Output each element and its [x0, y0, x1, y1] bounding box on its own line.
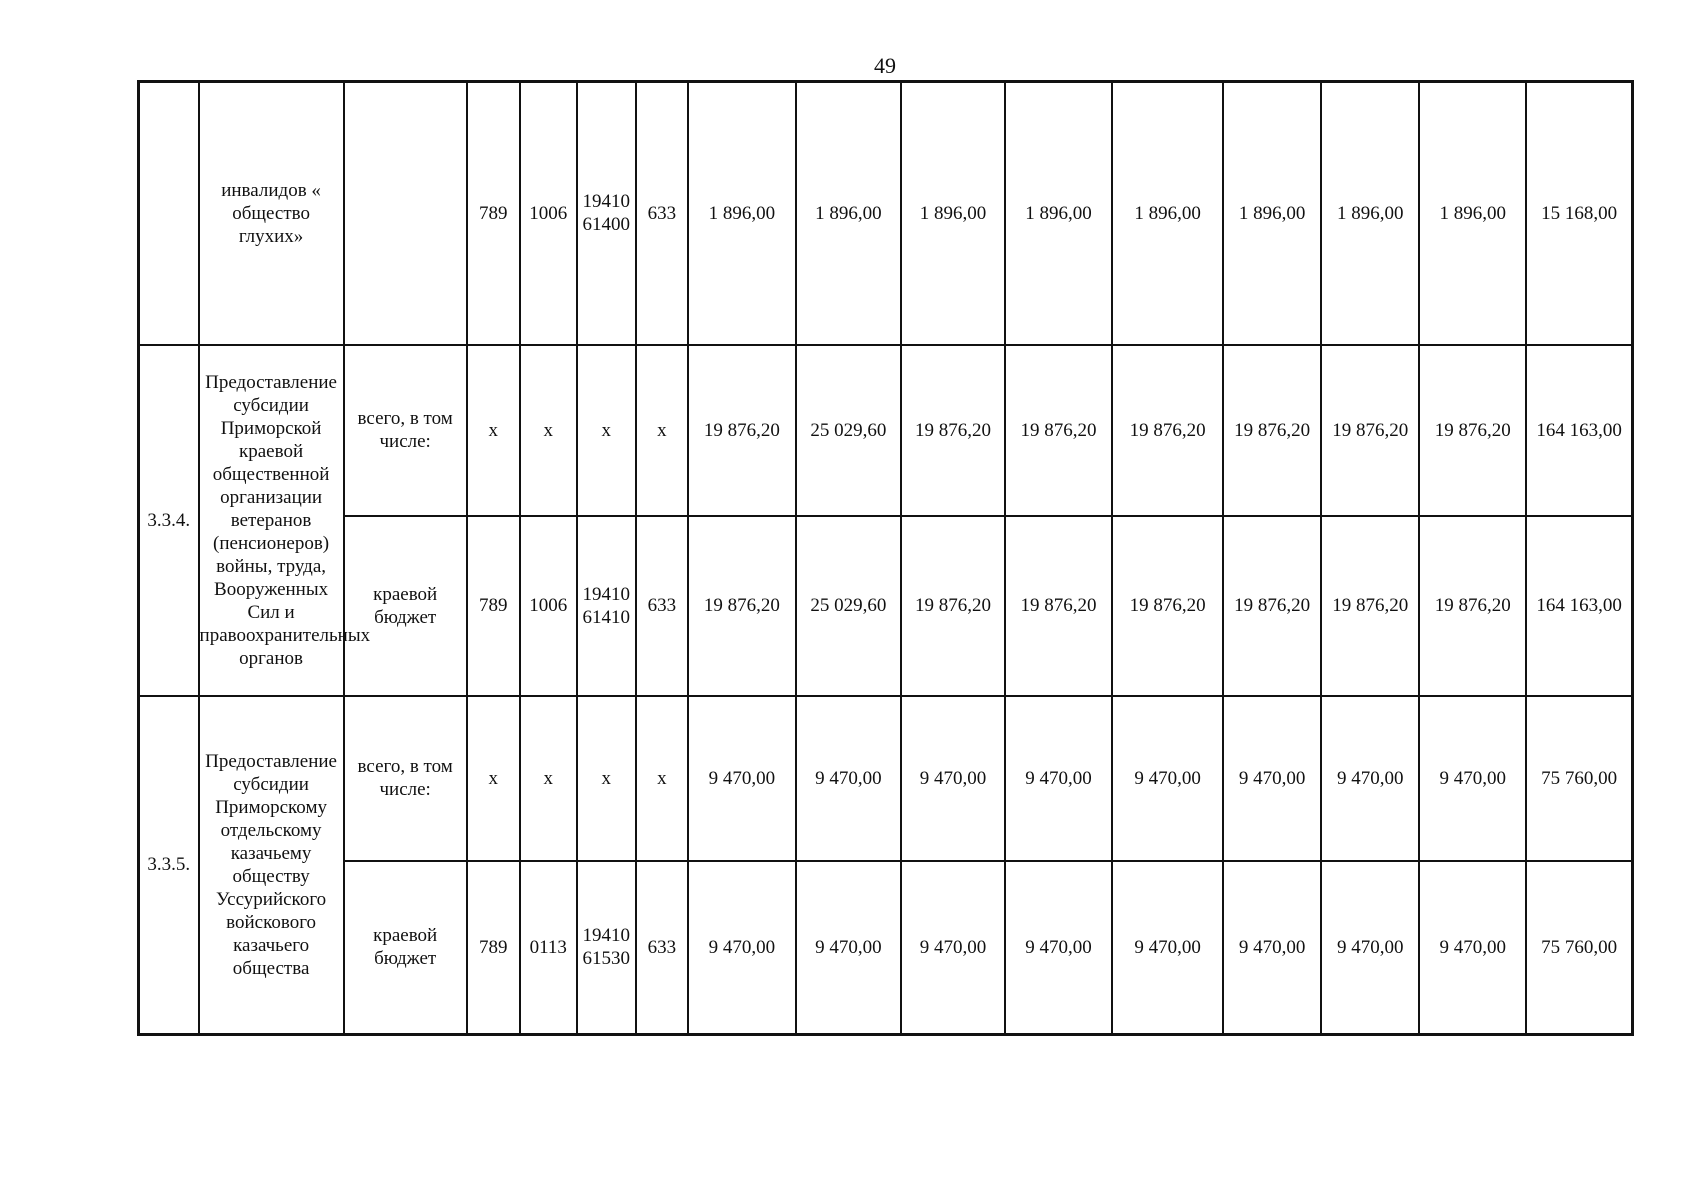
year-value-cell: 19 876,20 — [1005, 345, 1112, 516]
year-value-cell: 9 470,00 — [1321, 696, 1419, 861]
vr-cell: x — [636, 345, 688, 516]
table-row — [139, 345, 1633, 516]
funding-source-cell: всего, в том числе: — [344, 696, 467, 861]
year-value-cell: 19 876,20 — [1223, 516, 1321, 696]
grbs-cell: 789 — [467, 516, 520, 696]
row-number-cell — [139, 82, 199, 345]
rzpr-cell: 1006 — [520, 516, 577, 696]
total-cell: 164 163,00 — [1526, 345, 1632, 516]
measure-name-cell: инвалидов « общество глухих» — [199, 82, 344, 345]
funding-source-cell: краевой бюджет — [344, 516, 467, 696]
year-value-cell: 19 876,20 — [1321, 516, 1419, 696]
year-value-cell: 9 470,00 — [1223, 696, 1321, 861]
year-value-cell: 19 876,20 — [688, 345, 796, 516]
year-value-cell: 19 876,20 — [1223, 345, 1321, 516]
year-value-cell: 9 470,00 — [688, 861, 796, 1035]
year-value-cell: 1 896,00 — [1223, 82, 1321, 345]
measure-name-cell: Предоставление субсидии Приморскому отдельскому казачьему обществу Уссурийского войскового казачьего общества — [199, 696, 344, 1035]
year-value-cell: 9 470,00 — [1223, 861, 1321, 1035]
year-value-cell: 19 876,20 — [688, 516, 796, 696]
table-row — [139, 861, 1633, 1035]
year-value-cell: 1 896,00 — [688, 82, 796, 345]
total-cell: 75 760,00 — [1526, 696, 1632, 861]
budget-table — [137, 80, 1634, 1036]
vr-cell: x — [636, 696, 688, 861]
year-value-cell: 1 896,00 — [1321, 82, 1419, 345]
total-cell: 164 163,00 — [1526, 516, 1632, 696]
grbs-cell: x — [467, 696, 520, 861]
year-value-cell: 9 470,00 — [688, 696, 796, 861]
table-row — [139, 696, 1633, 861]
grbs-cell: x — [467, 345, 520, 516]
csr-cell: 19410 61400 — [577, 82, 636, 345]
year-value-cell: 9 470,00 — [1321, 861, 1419, 1035]
year-value-cell: 9 470,00 — [796, 696, 901, 861]
year-value-cell: 1 896,00 — [1005, 82, 1112, 345]
grbs-cell: 789 — [467, 82, 520, 345]
year-value-cell: 1 896,00 — [1112, 82, 1223, 345]
year-value-cell: 1 896,00 — [1419, 82, 1526, 345]
year-value-cell: 9 470,00 — [1112, 696, 1223, 861]
year-value-cell: 19 876,20 — [901, 345, 1005, 516]
measure-name-cell: Предоставление субсидии Приморской краевой общественной организации ветеранов (пенсионеров) войны, труда, Вооруженных Сил и правоохранительных органов — [199, 345, 344, 696]
csr-cell: 19410 61530 — [577, 861, 636, 1035]
year-value-cell: 19 876,20 — [1005, 516, 1112, 696]
year-value-cell: 1 896,00 — [796, 82, 901, 345]
year-value-cell: 9 470,00 — [901, 861, 1005, 1035]
grbs-cell: 789 — [467, 861, 520, 1035]
year-value-cell: 9 470,00 — [796, 861, 901, 1035]
year-value-cell: 1 896,00 — [901, 82, 1005, 345]
vr-cell: 633 — [636, 861, 688, 1035]
year-value-cell: 9 470,00 — [1005, 696, 1112, 861]
year-value-cell: 9 470,00 — [1419, 861, 1526, 1035]
table-row — [139, 516, 1633, 696]
year-value-cell: 19 876,20 — [901, 516, 1005, 696]
year-value-cell: 19 876,20 — [1419, 345, 1526, 516]
total-cell: 15 168,00 — [1526, 82, 1632, 345]
funding-source-cell: всего, в том числе: — [344, 345, 467, 516]
row-number-cell: 3.3.5. — [139, 696, 199, 1035]
year-value-cell: 19 876,20 — [1321, 345, 1419, 516]
year-value-cell: 9 470,00 — [1005, 861, 1112, 1035]
csr-cell: 19410 61410 — [577, 516, 636, 696]
year-value-cell: 25 029,60 — [796, 345, 901, 516]
funding-source-cell: краевой бюджет — [344, 861, 467, 1035]
rzpr-cell: x — [520, 345, 577, 516]
total-cell: 75 760,00 — [1526, 861, 1632, 1035]
year-value-cell: 19 876,20 — [1112, 345, 1223, 516]
year-value-cell: 9 470,00 — [1419, 696, 1526, 861]
funding-source-cell — [344, 82, 467, 345]
year-value-cell: 19 876,20 — [1419, 516, 1526, 696]
vr-cell: 633 — [636, 516, 688, 696]
year-value-cell: 9 470,00 — [901, 696, 1005, 861]
year-value-cell: 25 029,60 — [796, 516, 901, 696]
year-value-cell: 19 876,20 — [1112, 516, 1223, 696]
year-value-cell: 9 470,00 — [1112, 861, 1223, 1035]
csr-cell: x — [577, 696, 636, 861]
vr-cell: 633 — [636, 82, 688, 345]
row-number-cell: 3.3.4. — [139, 345, 199, 696]
table-row — [139, 82, 1633, 345]
page-number: 49 — [874, 53, 896, 78]
rzpr-cell: x — [520, 696, 577, 861]
rzpr-cell: 0113 — [520, 861, 577, 1035]
rzpr-cell: 1006 — [520, 82, 577, 345]
csr-cell: x — [577, 345, 636, 516]
